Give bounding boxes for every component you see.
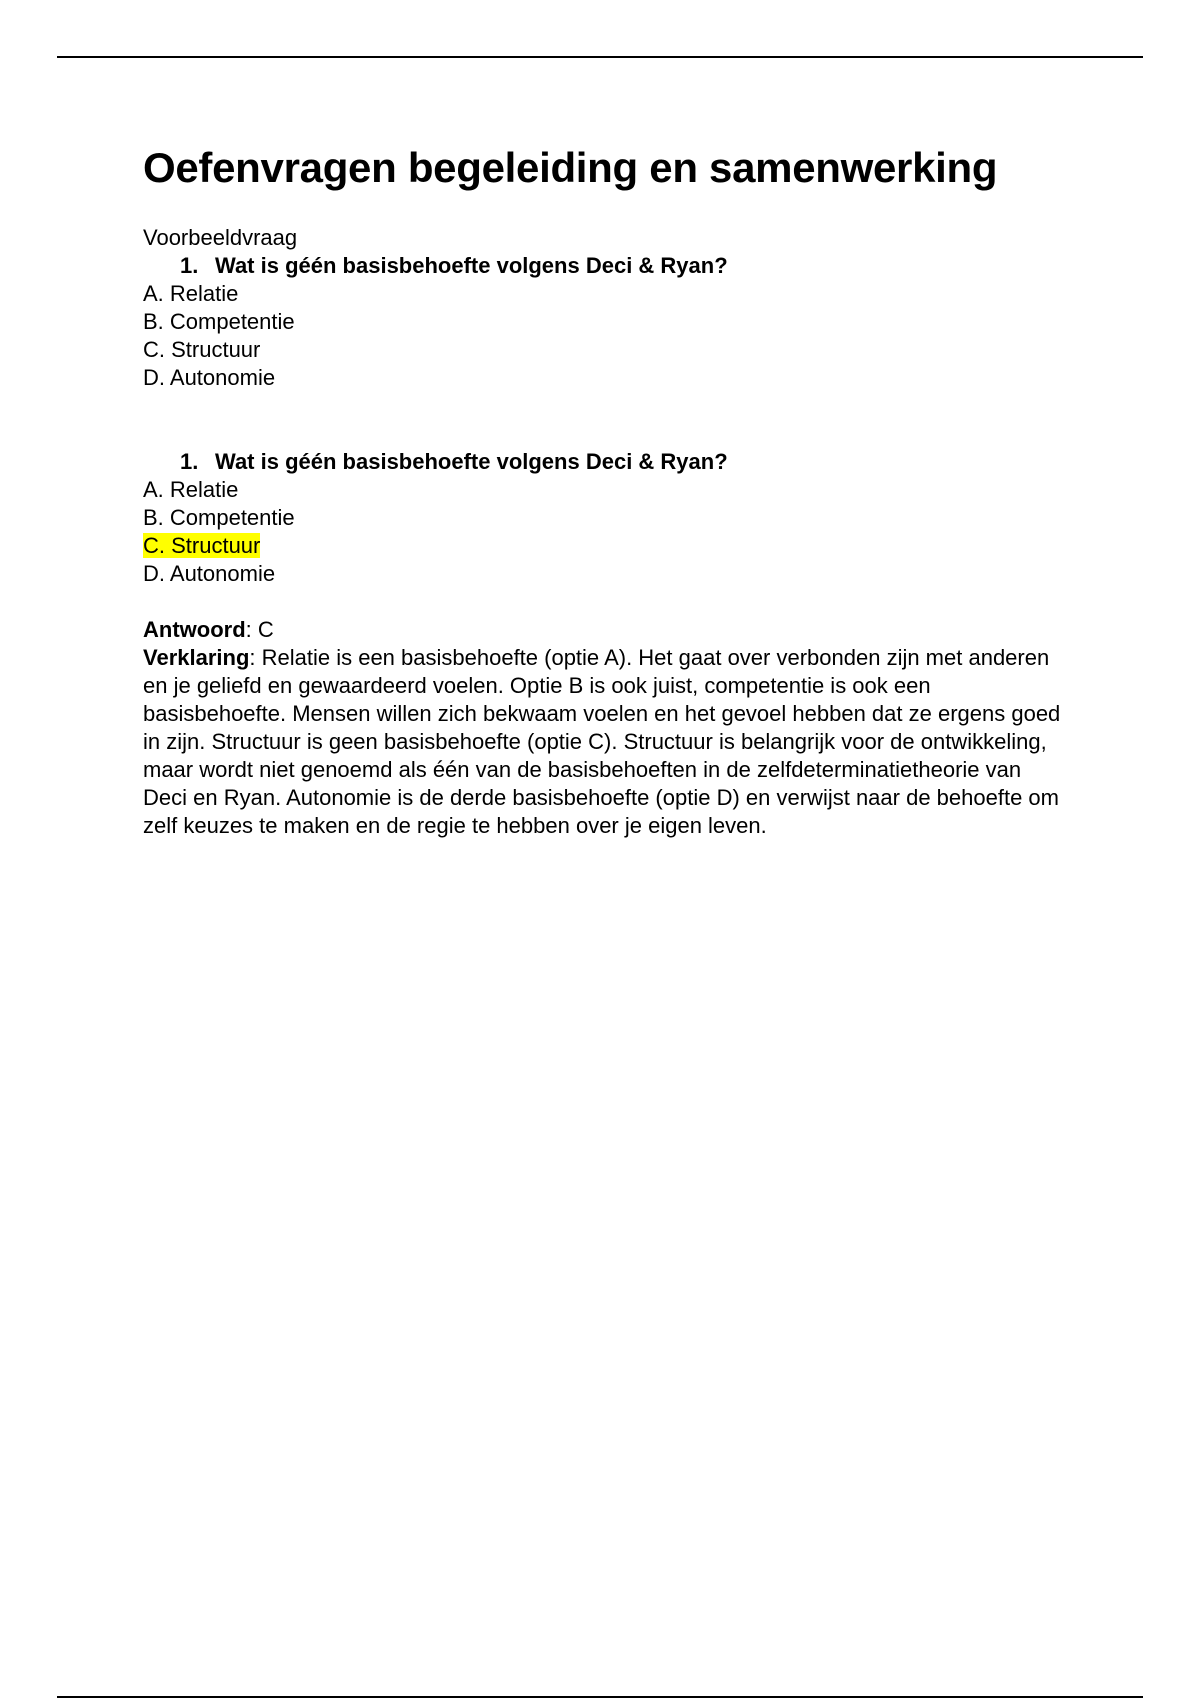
option-c: C. Structuur bbox=[143, 337, 261, 362]
question-text: Wat is géén basisbehoefte volgens Deci & Ryan? bbox=[215, 253, 728, 278]
example-label: Voorbeeldvraag bbox=[143, 225, 298, 250]
bottom-rule bbox=[57, 1696, 1143, 1698]
option-d: D. Autonomie bbox=[143, 365, 276, 390]
option-b: B. Competentie bbox=[143, 309, 295, 334]
document-body bbox=[143, 140, 1063, 840]
option-c-correct bbox=[143, 532, 1063, 560]
example-question-block bbox=[143, 252, 1063, 392]
example-question bbox=[143, 252, 1063, 280]
answer-value: : C bbox=[245, 617, 274, 642]
explanation-label: Verklaring bbox=[143, 645, 250, 670]
option-b: B. Competentie bbox=[143, 505, 295, 530]
answered-question-block bbox=[143, 448, 1063, 588]
question-number: 1. bbox=[180, 449, 199, 474]
correct-answer-highlight: C. Structuur bbox=[143, 533, 261, 558]
top-rule bbox=[57, 56, 1143, 58]
answer-label: Antwoord bbox=[143, 617, 246, 642]
document-title: Oefenvragen begeleiding en samenwerking bbox=[143, 144, 998, 191]
option-a: A. Relatie bbox=[143, 281, 239, 306]
question-number: 1. bbox=[180, 253, 199, 278]
option-a: A. Relatie bbox=[143, 477, 239, 502]
question-text: Wat is géén basisbehoefte volgens Deci & Ryan? bbox=[215, 449, 728, 474]
option-d: D. Autonomie bbox=[143, 561, 276, 586]
answered-question bbox=[143, 448, 1063, 476]
answer-line bbox=[143, 616, 1063, 644]
explanation-paragraph bbox=[143, 644, 1063, 840]
explanation-text: : Relatie is een basisbehoefte (optie A). Het gaat over verbonden zijn met anderen en je geliefd en gewaardeerd voelen. Optie B is ook juist, competentie is ook een basisbehoefte. Mensen willen zich bekwaam voelen en het gevoel hebben dat ze ergens goed in zijn. Structuur is geen basisbehoefte (optie C). Structuur is belangrijk voor de ontwikkeling, maar wordt niet genoemd als één van de basisbehoeften in de zelfdeterminatietheorie van Deci en Ryan. Autonomie is de derde basisbehoefte (optie D) en verwijst naar de behoefte om zelf keuzes te maken en de regie te hebben over je eigen leven. bbox=[143, 645, 1061, 838]
